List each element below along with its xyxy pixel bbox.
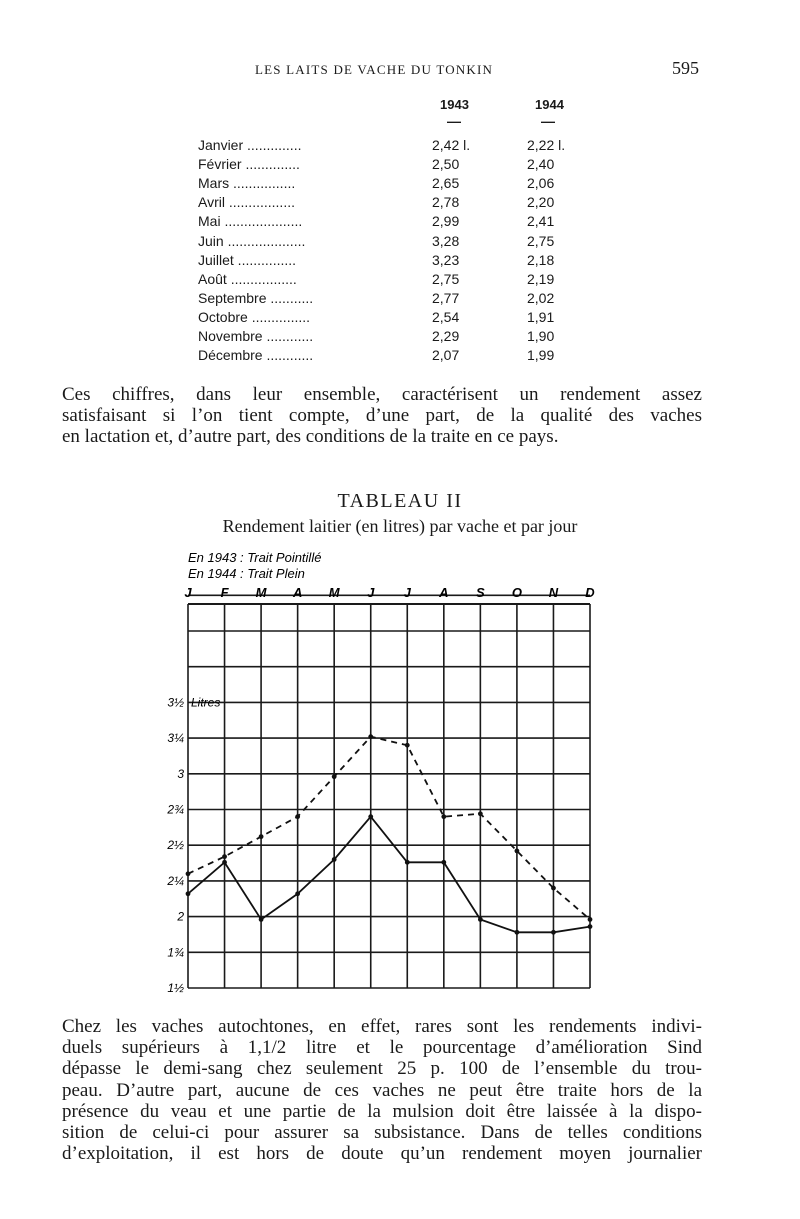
chart-grid: [188, 595, 590, 988]
month-cell: Mai ....................: [198, 213, 303, 230]
y-tick-label: 2¼: [167, 873, 184, 888]
value-1944-cell: 2,19: [527, 270, 555, 287]
value-1943-cell: 2,75: [432, 270, 460, 287]
value-1943-cell: 2,78: [432, 194, 460, 211]
value-1943-cell: 2,99: [432, 213, 460, 230]
value-1944-cell: 2,75: [527, 232, 555, 249]
value-1943-cell: 2,65: [432, 175, 460, 192]
text-line: Chez les vaches autochtones, en effet, rares sont les rendements indivi-: [62, 1016, 702, 1037]
data-point: [405, 743, 410, 748]
page-number: 595: [672, 58, 699, 78]
month-cell: Février ..............: [198, 156, 300, 173]
x-tick-label: J: [403, 585, 411, 600]
value-1943-cell: 2,07: [432, 347, 460, 364]
x-tick-label: A: [292, 585, 303, 600]
figure-subtitle: Rendement laitier (en litres) par vache et par jour: [222, 516, 578, 536]
month-cell: Juin ....................: [198, 232, 306, 249]
x-tick-label: A: [439, 585, 449, 600]
y-tick-label: 3: [177, 766, 184, 781]
x-tick-label: J: [184, 585, 192, 600]
month-cell: Août .................: [198, 270, 297, 287]
month-cell: Mars ................: [198, 175, 296, 192]
data-point: [186, 891, 191, 896]
value-1944-cell: 2,02: [527, 289, 555, 306]
data-point: [588, 924, 593, 929]
data-point: [332, 857, 337, 862]
value-1944-cell: 2,20: [527, 194, 555, 211]
data-point: [405, 860, 410, 865]
month-cell: Janvier ..............: [198, 137, 302, 153]
value-1944-cell: 1,99: [527, 347, 555, 364]
x-tick-label: M: [328, 585, 340, 600]
data-point: [259, 834, 264, 839]
value-1943-cell: 3,23: [432, 251, 460, 268]
y-tick-label: 3¼: [167, 731, 184, 746]
y-unit-label: Litres: [191, 695, 221, 710]
running-title: LES LAITS DE VACHE DU TONKIN: [255, 62, 494, 77]
series-line-1944: [188, 817, 590, 933]
x-tick-label: F: [220, 585, 229, 600]
text-line: Ces chiffres, dans leur ensemble, caractérisent un rendement assez: [62, 384, 702, 405]
data-point: [515, 930, 520, 935]
y-tick-label: 2¾: [167, 802, 184, 817]
x-tick-label: N: [548, 585, 559, 600]
value-1943-cell: 2,42 l.: [432, 137, 471, 153]
month-cell: Avril .................: [198, 194, 295, 211]
data-point: [332, 774, 337, 779]
x-tick-label: D: [585, 585, 595, 600]
value-1944-cell: 1,90: [527, 328, 555, 344]
paragraph-discussion: [62, 1016, 702, 1164]
value-1944-cell: 2,41: [527, 213, 555, 230]
data-point: [222, 854, 227, 859]
text-line: satisfaisant si l’on tient compte, d’une part, de la qualité des vaches: [62, 405, 702, 427]
x-tick-label: S: [476, 585, 485, 600]
data-point: [551, 886, 556, 891]
data-point: [588, 917, 593, 922]
data-point: [186, 871, 191, 876]
text-line: peau. D’autre part, aucune de ces vaches ne peut être traite hors de la: [62, 1079, 702, 1101]
value-1943-cell: 2,77: [432, 289, 460, 306]
month-cell: Septembre ...........: [198, 289, 314, 306]
y-tick-label: 3½: [167, 695, 184, 710]
text-line: duels supérieurs à 1,1/2 litre et le pourcentage d’amélioration Sind: [62, 1037, 702, 1059]
value-1943-cell: 2,29: [432, 328, 460, 344]
x-tick-label: M: [255, 585, 267, 600]
month-cell: Juillet ...............: [198, 251, 297, 268]
y-tick-label: 2½: [167, 838, 184, 853]
data-point: [368, 814, 373, 819]
value-1943-cell: 2,50: [432, 156, 460, 173]
value-1944-cell: 2,22 l.: [527, 137, 566, 153]
month-cell: Novembre ............: [198, 328, 314, 344]
data-point: [295, 814, 300, 819]
year-header-1944: 1944: [535, 97, 564, 112]
data-point: [515, 849, 520, 854]
value-1943-cell: 3,28: [432, 232, 460, 249]
year-header-1943: 1943: [440, 97, 469, 112]
series-line-1943: [188, 737, 590, 920]
data-point: [295, 891, 300, 896]
data-point: [551, 930, 556, 935]
figure-title: TABLEAU II: [337, 490, 463, 512]
data-point: [478, 811, 483, 816]
value-1944-cell: 2,06: [527, 175, 555, 192]
text-line: sition de celui-ci pour assurer sa subsistance. Dans de telles conditions: [62, 1122, 702, 1144]
value-1944-cell: 2,40: [527, 156, 555, 173]
year-underline-1944: —: [541, 113, 555, 129]
data-point: [368, 734, 373, 739]
x-axis-labels: [184, 585, 595, 600]
month-cell: Octobre ...............: [198, 308, 311, 325]
text-line: dépasse le demi-sang chez seulement 25 p. 100 de l’ensemble du trou-: [62, 1058, 702, 1080]
x-tick-label: O: [511, 585, 522, 600]
value-1943-cell: 2,54: [432, 308, 460, 325]
y-tick-label: 2: [177, 909, 184, 924]
text-line: d’exploitation, il est hors de doute qu’un rendement moyen journalier: [62, 1143, 702, 1165]
year-underline-1943: —: [447, 113, 461, 129]
value-1944-cell: 2,18: [527, 251, 555, 268]
y-tick-label: 1½: [167, 981, 184, 995]
month-cell: Décembre ............: [198, 347, 314, 364]
data-point: [441, 860, 446, 865]
data-point: [222, 860, 227, 865]
data-point: [478, 917, 483, 922]
x-tick-label: J: [367, 585, 375, 600]
text-line: en lactation et, d’autre part, des conditions de la traite en ce pays.: [62, 426, 559, 448]
data-point: [441, 814, 446, 819]
y-tick-label: 1¾: [167, 945, 184, 960]
legend-1943: En 1943 : Trait Pointillé: [188, 550, 322, 565]
data-point: [259, 917, 264, 922]
chart-series: [186, 734, 593, 934]
text-line: présence du veau et une partie de la mulsion doit être laissée à la dispo-: [62, 1100, 702, 1122]
legend-1944: En 1944 : Trait Plein: [188, 566, 305, 581]
value-1944-cell: 1,91: [527, 308, 555, 325]
